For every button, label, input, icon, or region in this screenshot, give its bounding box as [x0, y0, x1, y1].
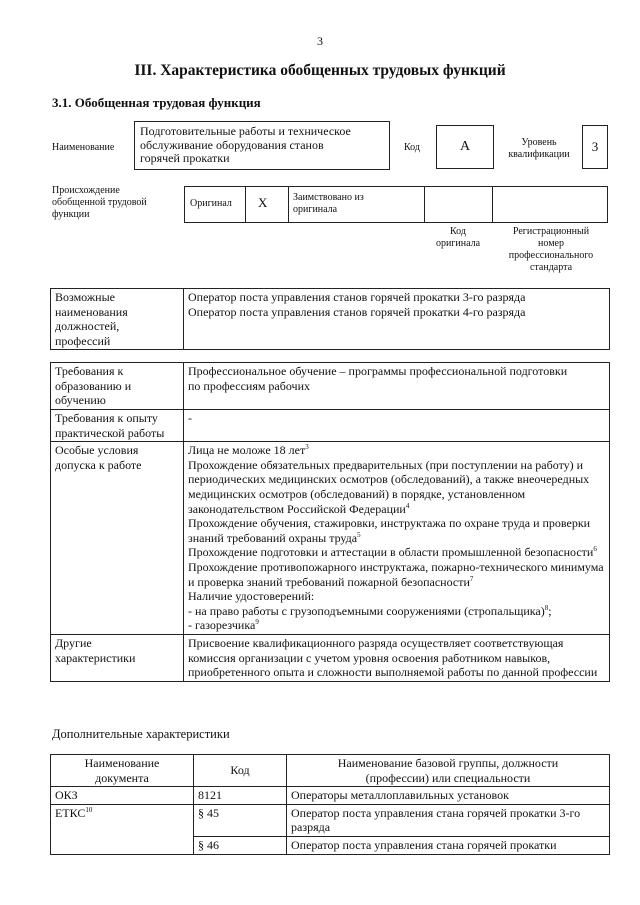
- position-item: Оператор поста управления станов горячей прокатки 3-го разряда: [188, 290, 526, 304]
- borrowed-label-line: оригинала: [293, 204, 338, 215]
- header-code: Код: [194, 755, 287, 787]
- table-row: [51, 804, 610, 836]
- group-cell: Операторы металлоплавильных установок: [287, 787, 610, 805]
- name-value-line: Подготовительные работы и техническое: [140, 124, 351, 138]
- footnote-ref: 5: [357, 530, 361, 539]
- condition-punct: ;: [548, 603, 552, 618]
- table-row: [51, 787, 610, 805]
- code-value-box: А: [436, 125, 494, 169]
- table-row: [51, 363, 610, 410]
- condition-item: [188, 545, 605, 560]
- page-number: 3: [317, 34, 323, 48]
- condition-item: [188, 443, 605, 458]
- header-group: [287, 755, 610, 787]
- education-label-line: образованию и: [55, 378, 132, 393]
- conditions-label: [51, 442, 184, 635]
- table-row: [51, 289, 610, 350]
- origin-divider: [424, 186, 425, 223]
- footnote-ref: 8: [544, 603, 549, 612]
- origin-divider: [245, 186, 246, 223]
- group-cell: Оператор поста управления стана горячей прокатки: [287, 836, 610, 854]
- reg-number-label: [492, 226, 610, 274]
- education-value-line: по профессиям рабочих: [188, 378, 311, 393]
- doc-name: ЕТКС: [55, 805, 86, 820]
- condition-item: [188, 458, 605, 516]
- group-cell: Оператор поста управления стана горячей прокатки 3-го разряда: [287, 804, 610, 836]
- origin-divider: [492, 186, 493, 223]
- doc-name: ОКЗ: [55, 788, 78, 803]
- conditions-label-line: допуска к работе: [55, 457, 142, 472]
- header-document-line: Наименование: [84, 756, 160, 770]
- origin-divider: [288, 186, 289, 223]
- condition-item: [188, 560, 605, 589]
- experience-label-line: практической работы: [55, 425, 165, 440]
- origin-label: [52, 185, 147, 221]
- borrowed-label-line: Заимствовано из: [293, 192, 364, 203]
- table-row: [51, 410, 610, 442]
- borrowed-label: [293, 192, 364, 216]
- additional-table: [50, 754, 610, 855]
- experience-label: [51, 410, 184, 442]
- education-label: [51, 363, 184, 410]
- experience-label-line: Требования к опыту: [55, 411, 158, 425]
- code-cell: 8121: [194, 787, 287, 805]
- reg-number-label-line: номер: [538, 238, 564, 249]
- condition-item: [188, 589, 605, 604]
- footnote-ref: 7: [469, 574, 474, 583]
- level-label-line: квалификации: [508, 149, 570, 160]
- footnote-ref: 10: [85, 805, 93, 814]
- origin-box: [184, 186, 608, 223]
- code-original-label: [424, 226, 492, 250]
- name-value-box: [134, 121, 390, 170]
- condition-text: - газорезчика: [188, 618, 256, 633]
- section-title: III. Характеристика обобщенных трудовых функций: [134, 62, 506, 79]
- other-label-line: характеристики: [55, 650, 136, 665]
- footnote-ref: 9: [255, 618, 259, 627]
- condition-item: [188, 516, 605, 545]
- conditions-label-line: Особые условия: [55, 443, 139, 458]
- condition-text: Лица не моложе 18 лет: [188, 443, 306, 458]
- position-item: Оператор поста управления станов горячей прокатки 4-го разряда: [188, 304, 526, 319]
- table-row: [51, 634, 610, 681]
- condition-text: Прохождение обучения, стажировки, инструктажа по охране труда и проверки знаний требований охраны труда: [188, 516, 591, 545]
- positions-label-line: наименования: [55, 304, 128, 319]
- requirements-table: [50, 362, 610, 682]
- header-group-line: Наименование базовой группы, должности: [337, 756, 559, 770]
- other-label-line: Другие: [55, 635, 92, 650]
- header-document: [51, 755, 194, 787]
- condition-item: [188, 618, 605, 633]
- origin-label-line: Происхождение: [52, 185, 120, 196]
- reg-number-label-line: профессионального: [508, 250, 594, 261]
- code-original-label-line: оригинала: [435, 238, 481, 249]
- header-document-line: документа: [95, 770, 149, 785]
- conditions-value: [184, 442, 610, 635]
- name-label: Наименование: [52, 142, 115, 153]
- header-group-line: (профессии) или специальности: [365, 770, 531, 785]
- doc-cell: [51, 804, 194, 854]
- education-label-line: обучению: [55, 393, 106, 408]
- condition-text: Прохождение обязательных предварительных (при поступлении на работу) и периодических медицинских осмотров (обследований), а также внеочередных медицинских осмотров (обследований) в порядке, установленном законодательством Российской Федерации: [188, 457, 590, 516]
- education-value: [184, 363, 610, 410]
- footnote-ref: 6: [593, 545, 597, 554]
- reg-number-label-line: Регистрационный: [512, 226, 590, 237]
- positions-label-line: Возможные: [55, 290, 115, 304]
- level-value-box: 3: [582, 125, 608, 169]
- code-label: Код: [404, 142, 420, 153]
- code-cell: § 46: [194, 836, 287, 854]
- code-cell: § 45: [194, 804, 287, 836]
- positions-label-line: должностей,: [55, 319, 120, 334]
- experience-value: -: [184, 410, 610, 442]
- name-value-line: обслуживание оборудования станов: [140, 137, 324, 152]
- other-value: Присвоение квалификационного разряда осуществляет соответствующая комиссия организации с учетом уровня освоения работником навыков, приобретенного опыта и сложности выполняемой работы по данной профессии: [184, 634, 610, 681]
- positions-label: [51, 289, 184, 350]
- table-row: [51, 442, 610, 635]
- origin-label-line: функции: [52, 209, 90, 220]
- original-label: Оригинал: [190, 198, 232, 209]
- additional-title: Дополнительные характеристики: [52, 727, 230, 741]
- positions-value: [184, 289, 610, 350]
- footnote-ref: 3: [305, 443, 309, 452]
- code-original-label-line: Код: [450, 226, 466, 237]
- condition-text: Наличие удостоверений:: [188, 589, 315, 604]
- condition-item: [188, 604, 605, 619]
- level-label: [500, 137, 578, 161]
- condition-text: Прохождение противопожарного инструктажа, пожарно-технического минимума и проверка знаний требований пожарной безопасности: [188, 559, 604, 589]
- other-label: [51, 634, 184, 681]
- positions-label-line: профессий: [55, 333, 111, 348]
- origin-label-line: обобщенной трудовой: [52, 197, 147, 208]
- original-mark: Х: [258, 195, 268, 210]
- footnote-ref: 4: [405, 501, 410, 510]
- subsection-title: 3.1. Обобщенная трудовая функция: [52, 95, 261, 110]
- positions-table: [50, 288, 610, 350]
- education-label-line: Требования к: [55, 364, 124, 378]
- level-label-line: Уровень: [521, 137, 557, 148]
- condition-text: Прохождение подготовки и аттестации в области промышленной безопасности: [188, 545, 594, 560]
- name-value-line: горячей прокатки: [140, 151, 230, 165]
- reg-number-label-line: стандарта: [529, 262, 573, 273]
- doc-cell: [51, 787, 194, 805]
- condition-text: - на право работы с грузоподъемными сооружениями (стропальщика): [188, 603, 545, 618]
- table-row: [51, 755, 610, 787]
- education-value-line: Профессиональное обучение – программы профессиональной подготовки: [188, 364, 568, 378]
